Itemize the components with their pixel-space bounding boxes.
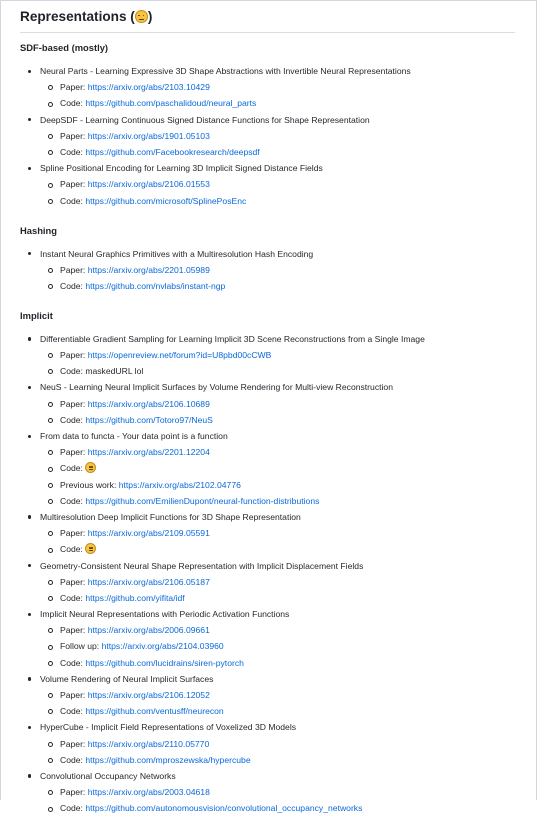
- sub-item-label: Code:: [60, 146, 86, 157]
- sub-list-item: [40, 349, 530, 361]
- heading-divider: [20, 32, 515, 33]
- sub-item-label: Paper:: [60, 130, 88, 141]
- sub-item-link[interactable]: https://arxiv.org/abs/2110.05770: [87, 738, 210, 749]
- sub-item-row: [60, 81, 530, 93]
- sub-item-row: [60, 543, 530, 555]
- list-item-title: Multiresolution Deep Implicit Functions for 3D Shape Representation: [40, 511, 301, 522]
- bullet-circle-icon: [48, 531, 53, 536]
- sub-item-row: [60, 280, 530, 292]
- bullet-circle-icon: [48, 742, 53, 747]
- sub-list-item: [40, 592, 530, 604]
- sub-item-label: Code:: [60, 195, 86, 206]
- section-list: [20, 248, 530, 292]
- bullet-circle-icon: [48, 183, 53, 188]
- sub-item-link[interactable]: https://arxiv.org/abs/2201.05989: [87, 264, 210, 275]
- sub-item-link[interactable]: https://arxiv.org/abs/2102.04776: [118, 479, 241, 490]
- list-item-title: From data to functa - Your data point is a function: [40, 431, 228, 441]
- sub-item-row: [60, 689, 530, 701]
- bullet-disc-icon: [28, 118, 31, 121]
- sub-item-label: Follow up:: [60, 641, 102, 652]
- list-item: [20, 114, 530, 158]
- bullet-disc-icon: [28, 337, 31, 340]
- bullet-circle-icon: [48, 709, 53, 714]
- sub-item-label: Code:: [60, 98, 86, 109]
- sub-list: [40, 527, 530, 555]
- list-item-title: Convolutional Occupancy Networks: [40, 770, 176, 781]
- bullet-circle-icon: [48, 369, 53, 374]
- page-title-text: Representations (: [20, 9, 135, 24]
- sub-item-row: [60, 479, 530, 491]
- sub-list: [40, 786, 530, 814]
- list-item-title: Implicit Neural Representations with Periodic Activation Functions: [40, 609, 290, 620]
- bullet-disc-icon: [28, 386, 31, 389]
- sub-item-row: [60, 178, 530, 190]
- sub-item-label: Code:: [60, 544, 86, 555]
- sub-list-item: [40, 280, 530, 292]
- sub-list-item: [40, 543, 530, 555]
- sub-item-link[interactable]: https://github.com/mproszewska/hypercube: [85, 754, 251, 765]
- sub-item-link[interactable]: https://arxiv.org/abs/1901.05103: [87, 130, 210, 141]
- sub-item-row: [60, 446, 530, 458]
- sub-item-link[interactable]: https://github.com/Totoro97/NeuS: [85, 414, 213, 425]
- bullet-circle-icon: [48, 596, 53, 601]
- bullet-circle-icon: [48, 580, 53, 585]
- bullet-circle-icon: [48, 548, 53, 553]
- sub-item-row: [60, 195, 530, 207]
- sub-item-row: [60, 130, 530, 142]
- sub-list-item: [40, 398, 530, 410]
- sad-face-emoji-icon: [85, 543, 96, 554]
- sub-item-row: [60, 349, 530, 361]
- bullet-circle-icon: [48, 628, 53, 633]
- thinking-face-emoji-icon: [135, 10, 148, 23]
- sub-item-link[interactable]: https://github.com/autonomousvision/convolutional_occupancy_networks: [85, 803, 363, 814]
- bullet-disc-icon: [28, 564, 31, 567]
- sub-list-item: [40, 657, 530, 669]
- sub-list-item: [40, 462, 530, 474]
- sub-item-row: [60, 495, 530, 507]
- sub-item-row: [60, 738, 530, 750]
- sub-list-item: [40, 576, 530, 588]
- sub-list-item: [40, 130, 530, 142]
- bullet-circle-icon: [48, 134, 53, 139]
- sub-list: [40, 264, 530, 292]
- list-item-title: Differentiable Gradient Sampling for Learning Implicit 3D Scene Reconstructions from a Single Image: [40, 333, 425, 344]
- bullet-circle-icon: [48, 645, 53, 650]
- bullet-disc-icon: [28, 167, 31, 170]
- bullet-circle-icon: [48, 268, 53, 273]
- section-heading: SDF-based (mostly): [20, 42, 109, 53]
- sub-item-label: Paper:: [60, 625, 88, 636]
- sub-item-row: [60, 146, 530, 158]
- sub-item-link[interactable]: https://github.com/paschalidoud/neural_parts: [85, 98, 257, 109]
- sub-list-item: [40, 754, 530, 766]
- list-item: [20, 381, 530, 425]
- sub-list: [40, 576, 530, 604]
- sub-list: [40, 738, 530, 766]
- sub-item-label: Paper:: [60, 738, 88, 749]
- bullet-circle-icon: [48, 693, 53, 698]
- sub-list-item: [40, 414, 530, 426]
- bullet-disc-icon: [28, 252, 31, 255]
- sub-item-label: Paper:: [60, 82, 88, 93]
- sub-item-link[interactable]: https://github.com/EmilienDupont/neural-function-distributions: [85, 495, 320, 506]
- bullet-circle-icon: [48, 790, 53, 795]
- bullet-circle-icon: [48, 450, 53, 455]
- sub-item-row: [60, 657, 530, 669]
- sub-list: [40, 349, 530, 377]
- sub-item-link[interactable]: https://arxiv.org/abs/2104.03960: [101, 641, 224, 652]
- sub-item-label: Code:: [60, 754, 86, 765]
- sub-item-link[interactable]: https://github.com/yifita/idf: [85, 592, 185, 603]
- frame-border-top: [0, 0, 537, 1]
- bullet-circle-icon: [48, 483, 53, 488]
- sub-item-link[interactable]: https://github.com/ventusff/neurecon: [85, 706, 224, 717]
- sub-item-label: Code:: [60, 280, 86, 291]
- sub-list-item: [40, 705, 530, 717]
- bullet-circle-icon: [48, 85, 53, 90]
- sub-item-label: Paper:: [60, 447, 88, 458]
- sub-list-item: [40, 97, 530, 109]
- list-item-title: Spline Positional Encoding for Learning 3D Implicit Signed Distance Fields: [40, 163, 323, 174]
- page-title-suffix: ): [147, 9, 153, 24]
- sub-item-label: Paper:: [60, 528, 88, 539]
- sub-item-row: [60, 365, 530, 377]
- sub-item-row: [60, 786, 530, 798]
- list-item: [20, 333, 530, 377]
- sub-list-item: [40, 479, 530, 491]
- sub-item-label: Paper:: [60, 350, 88, 361]
- document-content: [20, 7, 530, 832]
- section-list: [20, 333, 530, 814]
- sub-list-item: [40, 738, 530, 750]
- sub-item-link[interactable]: https://arxiv.org/abs/2109.05591: [87, 528, 210, 539]
- bullet-circle-icon: [48, 353, 53, 358]
- sub-item-row: [60, 97, 530, 109]
- list-item: [20, 162, 530, 206]
- sections-container: [20, 42, 530, 814]
- sub-item-label: Paper:: [60, 264, 88, 275]
- sub-item-link[interactable]: https://arxiv.org/abs/2106.01553: [87, 179, 210, 190]
- sub-item-row: [60, 398, 530, 410]
- sub-item-link[interactable]: https://github.com/nvlabs/instant-ngp: [85, 280, 226, 291]
- sub-list-item: [40, 527, 530, 539]
- sub-list-item: [40, 264, 530, 276]
- sub-item-link[interactable]: https://arxiv.org/abs/2103.10429: [87, 82, 210, 93]
- sub-item-link[interactable]: https://openreview.net/forum?id=U8pbd00cCWB: [87, 350, 272, 361]
- bullet-circle-icon: [48, 418, 53, 423]
- sub-item-row: [60, 640, 530, 652]
- sub-list-item: [40, 178, 530, 190]
- sub-list-item: [40, 802, 530, 814]
- list-item: [20, 721, 530, 765]
- sub-list: [40, 446, 530, 507]
- list-item-title: DeepSDF - Learning Continuous Signed Distance Functions for Shape Representation: [40, 114, 370, 125]
- sub-item-row: [60, 754, 530, 766]
- sub-item-label: Code:: [60, 803, 86, 814]
- bullet-disc-icon: [28, 435, 31, 438]
- bullet-disc-icon: [28, 726, 31, 729]
- sub-item-row: [60, 802, 530, 814]
- bullet-disc-icon: [28, 677, 31, 680]
- sub-item-label: Code:: [60, 414, 86, 425]
- sub-item-link[interactable]: https://arxiv.org/abs/2106.05187: [87, 576, 210, 587]
- sub-list: [40, 624, 530, 668]
- sub-item-label: Code:: [60, 657, 86, 668]
- sub-item-link[interactable]: https://arxiv.org/abs/2201.12204: [87, 447, 210, 458]
- sad-face-emoji-icon: [85, 462, 96, 473]
- sub-item-row: [60, 527, 530, 539]
- sub-list: [40, 178, 530, 206]
- bullet-circle-icon: [48, 150, 53, 155]
- list-item-title: Geometry-Consistent Neural Shape Representation with Implicit Displacement Fields: [40, 560, 364, 571]
- section-heading: Hashing: [20, 224, 57, 236]
- sub-list-item: [40, 689, 530, 701]
- list-item-title: Volume Rendering of Neural Implicit Surfaces: [40, 673, 214, 684]
- sub-item-label: Code:: [60, 706, 86, 717]
- sub-item-row: [60, 576, 530, 588]
- sub-item-link[interactable]: https://github.com/Facebookresearch/deepsdf: [85, 146, 260, 157]
- sub-item-row: [60, 414, 530, 426]
- sub-list-item: [40, 786, 530, 798]
- sub-list: [40, 130, 530, 158]
- sub-item-label: Code:: [60, 463, 86, 474]
- sub-item-row: [60, 624, 530, 636]
- sub-list-item: [40, 146, 530, 158]
- bullet-disc-icon: [28, 70, 31, 73]
- bullet-disc-icon: [28, 774, 31, 777]
- sub-list-item: [40, 446, 530, 458]
- sub-list-item: [40, 624, 530, 636]
- sub-list-item: [40, 81, 530, 93]
- bullet-circle-icon: [48, 807, 53, 812]
- list-item: [20, 560, 530, 604]
- bullet-disc-icon: [28, 515, 31, 518]
- list-item: [20, 608, 530, 669]
- bullet-circle-icon: [48, 499, 53, 504]
- sub-item-link[interactable]: https://arxiv.org/abs/2106.10689: [87, 398, 210, 409]
- sub-item-label: Paper:: [60, 690, 88, 700]
- section-list: [20, 65, 530, 207]
- sub-item-label: Code:: [60, 495, 86, 506]
- sub-item-label: Code: maskedURL lol: [60, 366, 144, 377]
- bullet-disc-icon: [28, 613, 31, 616]
- sub-list-item: [40, 365, 530, 377]
- page-title: [20, 7, 530, 29]
- list-item: [20, 65, 530, 109]
- sub-item-label: Previous work:: [60, 479, 119, 490]
- bullet-circle-icon: [48, 102, 53, 107]
- sub-item-link[interactable]: https://arxiv.org/abs/2006.09661: [87, 625, 210, 636]
- sub-item-link[interactable]: https://github.com/lucidrains/siren-pytorch: [85, 657, 244, 668]
- bullet-circle-icon: [48, 758, 53, 763]
- sub-item-label: Paper:: [60, 179, 88, 190]
- list-item: [20, 673, 530, 717]
- list-item-title: HyperCube - Implicit Field Representations of Voxelized 3D Models: [40, 722, 297, 733]
- list-item-title: NeuS - Learning Neural Implicit Surfaces by Volume Rendering for Multi-view Reconstruction: [40, 382, 393, 393]
- list-item: [20, 430, 530, 507]
- sub-list-item: [40, 640, 530, 652]
- sub-list-item: [40, 195, 530, 207]
- section-heading: Implicit: [20, 309, 53, 321]
- sub-item-row: [60, 264, 530, 276]
- bullet-circle-icon: [48, 199, 53, 204]
- sub-list: [40, 398, 530, 426]
- sub-item-link[interactable]: https://arxiv.org/abs/2003.04618: [87, 787, 210, 798]
- sub-item-row: [60, 592, 530, 604]
- sub-item-label: Paper:: [60, 576, 88, 587]
- sub-item-label: Code:: [60, 592, 86, 603]
- sub-item-row: [60, 705, 530, 717]
- bullet-circle-icon: [48, 402, 53, 407]
- sub-list-item: [40, 495, 530, 507]
- bullet-circle-icon: [48, 284, 53, 289]
- bullet-circle-icon: [48, 661, 53, 666]
- list-item-title: Neural Parts - Learning Expressive 3D Shape Abstractions with Invertible Neural Representations: [40, 66, 411, 76]
- frame-border-left: [0, 0, 1, 800]
- sub-item-row: [60, 462, 530, 474]
- sub-list: [40, 689, 530, 717]
- list-item: [20, 248, 530, 292]
- bullet-circle-icon: [48, 467, 53, 472]
- sub-item-link[interactable]: https://github.com/microsoft/SplinePosEnc: [85, 195, 247, 206]
- list-item: [20, 770, 530, 814]
- sub-item-label: Paper:: [60, 398, 88, 409]
- list-item: [20, 511, 530, 555]
- sub-item-label: Paper:: [60, 787, 88, 798]
- list-item-title: Instant Neural Graphics Primitives with a Multiresolution Hash Encoding: [40, 248, 314, 259]
- sub-list: [40, 81, 530, 109]
- sub-item-link[interactable]: https://arxiv.org/abs/2106.12052: [87, 690, 210, 700]
